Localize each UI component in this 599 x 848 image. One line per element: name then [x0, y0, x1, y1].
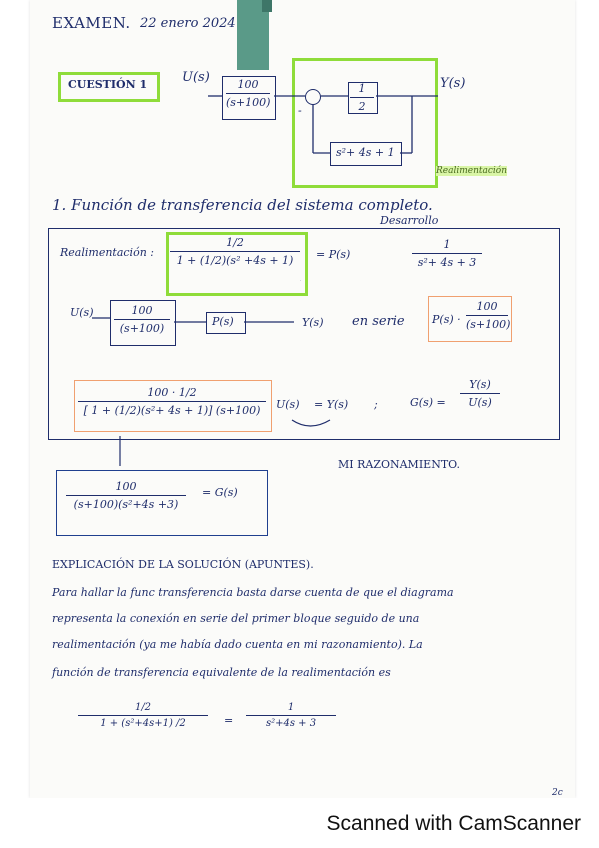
section1-title: 1. Función de transferencia del sistema completo.: [52, 196, 433, 214]
exam-title: EXAMEN.: [52, 14, 131, 32]
explanation-line-4: función de transferencia equivalente de la realimentación es: [52, 666, 391, 679]
g-tf: Y(s) U(s): [460, 378, 500, 409]
scanned-page: [30, 0, 575, 798]
block1-tf: 100 (s+100): [226, 78, 271, 109]
feedback-label: Realimentación: [436, 166, 507, 176]
explanation-line-2: representa la conexión en serie del primer bloque seguido de una: [52, 612, 420, 625]
explanation-eq-left: 1/2 1 + (s²+4s+1) /2: [78, 702, 208, 729]
semicolon: ;: [374, 398, 378, 411]
explanation-title: EXPLICACIÓN DE LA SOLUCIÓN (APUNTES).: [52, 558, 314, 571]
series-result-tf: 100 (s+100): [466, 300, 511, 331]
diagram-input: U(s): [182, 70, 210, 85]
g-label: G(s) =: [410, 396, 446, 409]
realim-label: Realimentación :: [60, 246, 154, 259]
big-eq: = Y(s): [314, 398, 349, 411]
desarrollo-label: Desarrollo: [380, 214, 439, 227]
feedback-tf: s²+ 4s + 1: [336, 146, 395, 159]
p-tf: 1 s²+ 4s + 3: [412, 238, 482, 269]
final-eq: = G(s): [202, 486, 238, 499]
explanation-eq-right: 1 s²+4s + 3: [246, 702, 336, 729]
big-u: U(s): [276, 398, 300, 411]
forward-tf: 1 2: [350, 82, 374, 113]
corner-mark: 2c: [552, 788, 563, 798]
minus-sign: -: [298, 104, 302, 117]
explanation-line-3: realimentación (ya me había dado cuenta en mi razonamiento). La: [52, 638, 423, 651]
equals-p: = P(s): [316, 248, 351, 261]
series-block1-tf: 100 (s+100): [114, 304, 170, 335]
exam-date: 22 enero 2024: [140, 16, 236, 31]
question-label: CUESTIÓN 1: [68, 78, 148, 91]
final-tf: 100 (s+100)(s²+4s +3): [66, 480, 186, 511]
series-result-p: P(s) ·: [432, 313, 461, 326]
diagram-wires: [30, 0, 575, 200]
scanner-footer: [0, 798, 599, 848]
mi-razonamiento: MI RAZONAMIENTO.: [338, 458, 461, 471]
scan-artifact-tab: [262, 0, 272, 12]
work-lines: [30, 280, 575, 480]
series-output: Y(s): [302, 316, 324, 329]
series-input: U(s): [70, 306, 94, 319]
en-serie-label: en serie: [352, 314, 405, 329]
explanation-eq-equals: =: [224, 714, 234, 727]
scanner-watermark: Scanned with CamScanner: [326, 812, 581, 835]
explanation-line-1: Para hallar la func transferencia basta darse cuenta de que el diagrama: [52, 586, 454, 599]
series-p: P(s): [212, 315, 234, 328]
diagram-output: Y(s): [440, 76, 466, 91]
big-fraction: 100 · 1/2 [ 1 + (1/2)(s²+ 4s + 1)] (s+100): [78, 386, 266, 417]
realim-tf: 1/2 1 + (1/2)(s² +4s + 1): [170, 236, 300, 267]
